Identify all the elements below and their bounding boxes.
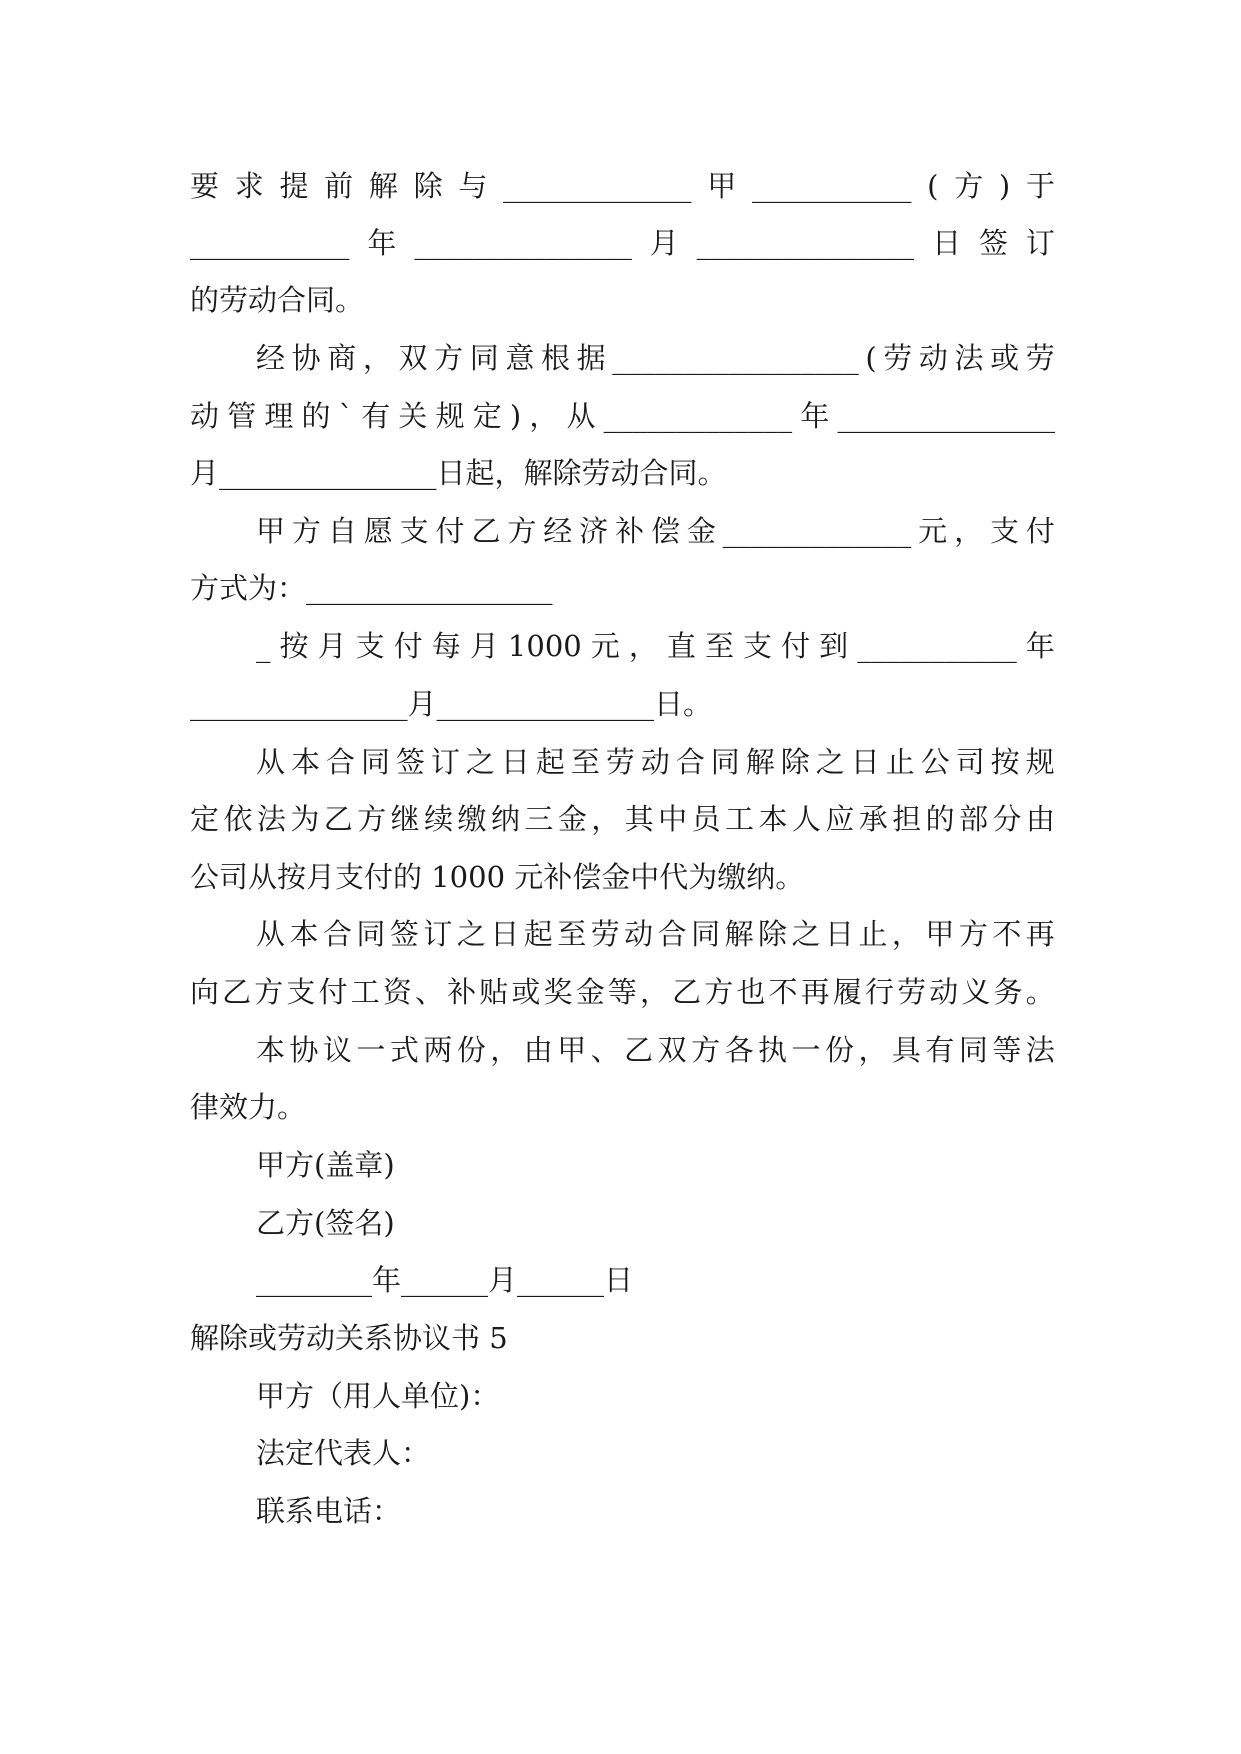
party-b-signature-line: 乙方(签名) [256,1206,395,1240]
text-line: 动 管 理 的 ` 有 关 规 定 ) ， 从 _____________ 年 _______________ [190,399,1055,433]
employer-field-label: 甲方（用人单位)： [256,1379,500,1413]
text-line: _ 按 月 支 付 每 月 1000 元 ， 直 至 支 付 到 ___________ 年 [256,629,1055,663]
text-line: 律效力。 [190,1090,307,1124]
text-line: 从 本 合 同 签 订 之 日 起 至 劳 动 合 同 解 除 之 日 止 ， 甲 方 不 再 [256,917,1055,951]
text-line: 甲 方 自 愿 支 付 乙 方 经 济 补 偿 金 _____________ 元 ， 支 付 [256,514,1055,548]
text-line: ___________ 年 _______________ 月 _______________ 日 签 订 [190,226,1055,260]
text-line: 向 乙 方 支 付 工 资 、 补 贴 或 奖 金 等 ， 乙 方 也 不 再 履 行 劳 动 义 务 。 [190,975,1055,1009]
signing-date-line: ________年______月______日 [256,1263,634,1297]
party-a-seal-line: 甲方(盖章) [256,1148,395,1182]
legal-representative-field-label: 法定代表人： [256,1436,431,1470]
text-line: 的劳动合同。 [190,283,365,317]
text-line: _______________月_______________日。 [190,687,713,721]
text-line: 从 本 合 同 签 订 之 日 起 至 劳 动 合 同 解 除 之 日 止 公 司 按 规 [256,745,1055,779]
text-line: 方式为：_________________ [190,571,553,605]
text-line: 月_______________日起，解除劳动合同。 [190,456,727,490]
text-line: 公司从按月支付的 1000 元补偿金中代为缴纳。 [190,860,805,894]
text-line: 本 协 议 一 式 两 份 ， 由 甲 、 乙 双 方 各 执 一 份 ， 具 有 同 等 法 [256,1033,1055,1067]
text-line: 定 依 法 为 乙 方 继 续 缴 纳 三 金 ， 其 中 员 工 本 人 应 承 担 的 部 分 由 [190,802,1055,836]
text-line: 要 求 提 前 解 除 与 _____________ 甲 ___________ ( 方 ) 于 [190,169,1055,203]
text-line: 经 协 商 ， 双 方 同 意 根 据 _________________ ( 劳 动 法 或 劳 [256,341,1055,375]
contact-phone-field-label: 联系电话： [256,1494,402,1528]
section-heading: 解除或劳动关系协议书 5 [190,1321,508,1355]
